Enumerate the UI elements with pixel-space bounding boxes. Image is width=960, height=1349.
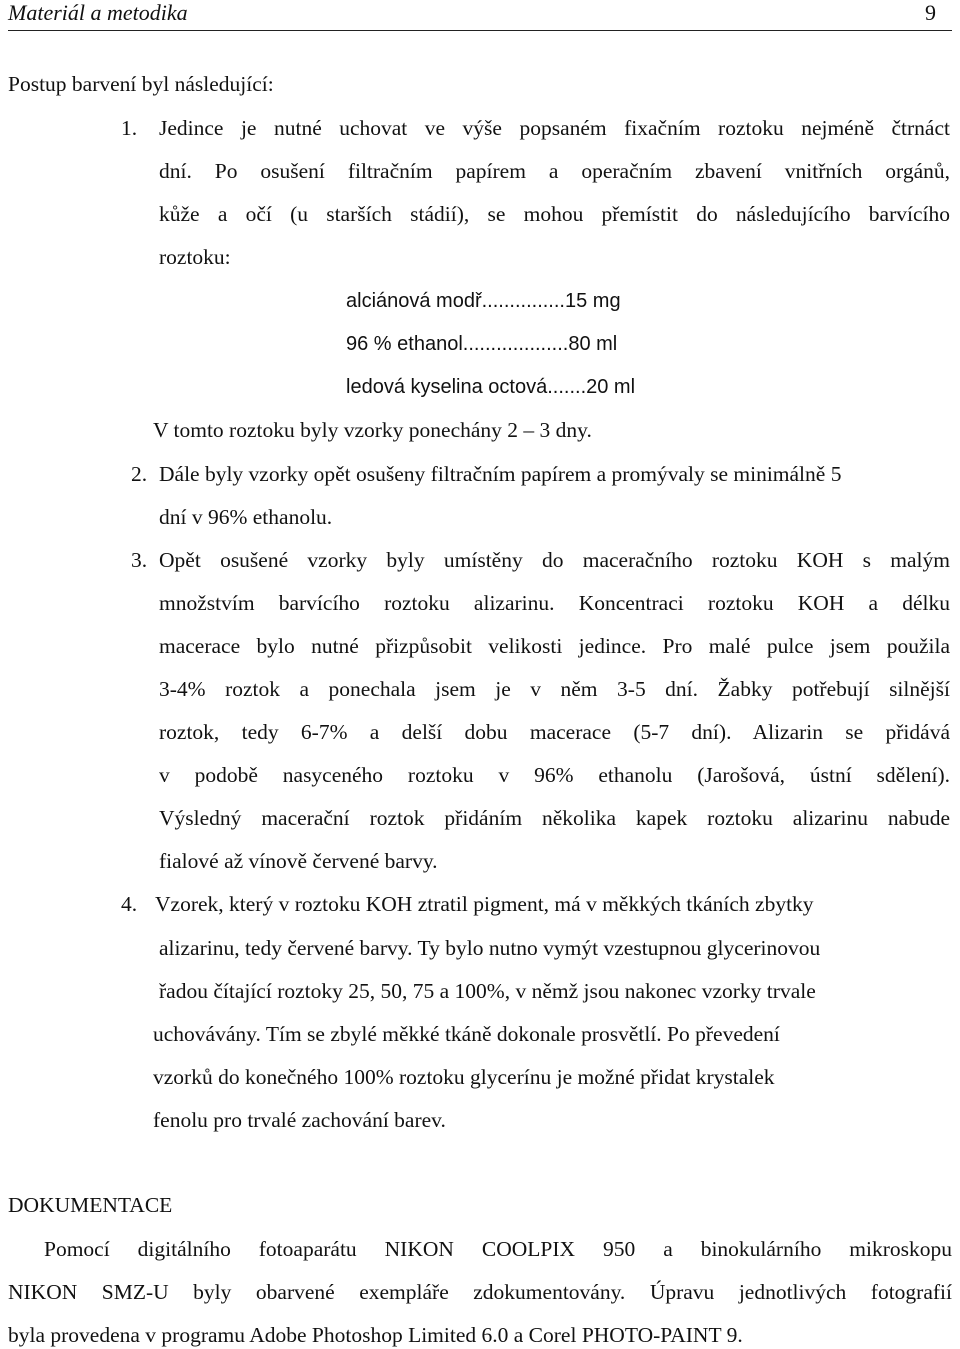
recipe-line-3: ledová kyselina octová.......20 ml — [346, 376, 636, 398]
step-4-line-5: vzorků do konečného 100% roztoku glycerínu je možné přidat krystalek — [153, 1065, 775, 1089]
intro-text: Postup barvení byl následující: — [8, 72, 274, 96]
step-1-line-2: dní. Po osušení filtračním papírem a operačním zbavení vnitřních orgánů, — [159, 159, 950, 183]
step-1-line-4: roztoku: — [159, 245, 231, 269]
step-3-line-6: v podobě nasyceného roztoku v 96% ethanolu (Jarošová, ústní sdělení). — [159, 763, 950, 787]
step-4-line-1: Vzorek, který v roztoku KOH ztratil pigment, má v měkkých tkáních zbytky — [155, 892, 814, 916]
step-3-line-5: roztok, tedy 6-7% a delší dobu macerace (5-7 dní). Alizarin se přidává — [159, 720, 950, 744]
step-3-line-4: 3-4% roztok a ponechala jsem je v něm 3-5 dní. Žabky potřebují silnější — [159, 677, 950, 701]
step-3-line-7: Výsledný macerační roztok přidáním několika kapek roztoku alizarinu nabude — [159, 806, 950, 830]
page-header — [8, 0, 952, 31]
page-number: 9 — [925, 0, 936, 25]
recipe-line-1: alciánová modř...............15 mg — [346, 290, 621, 312]
step-4-number: 4. — [121, 892, 138, 916]
step-3-line-8: fialové až vínově červené barvy. — [159, 849, 438, 873]
step-4-line-6: fenolu pro trvalé zachování barev. — [153, 1108, 446, 1132]
documentation-line-1: Pomocí digitálního fotoaparátu NIKON COOLPIX 950 a binokulárního mikroskopu — [44, 1237, 952, 1261]
step-1-line-3: kůže a očí (u starších stádií), se mohou přemístit do následujícího barvícího — [159, 202, 950, 226]
step-2-number: 2. — [131, 462, 148, 486]
step-1-line-1: Jedince je nutné uchovat ve výše popsaném fixačním roztoku nejméně čtrnáct — [159, 116, 950, 140]
recipe-note: V tomto roztoku byly vzorky ponechány 2 – 3 dny. — [153, 418, 592, 442]
step-2-line-2: dní v 96% ethanolu. — [159, 505, 333, 529]
documentation-line-3: byla provedena v programu Adobe Photoshop Limited 6.0 a Corel PHOTO-PAINT 9. — [8, 1323, 743, 1347]
documentation-line-2: NIKON SMZ-U byly obarvené exempláře zdokumentovány. Úpravu jednotlivých fotografií — [8, 1280, 952, 1304]
step-3-line-3: macerace bylo nutné přizpůsobit velikosti jedince. Pro malé pulce jsem použila — [159, 634, 950, 658]
step-3-number: 3. — [131, 548, 148, 572]
step-4-line-2: alizarinu, tedy červené barvy. Ty bylo nutno vymýt vzestupnou glycerinovou — [159, 936, 821, 960]
step-1-number: 1. — [121, 116, 138, 140]
step-3-line-1: Opět osušené vzorky byly umístěny do maceračního roztoku KOH s malým — [159, 548, 950, 572]
step-4-line-4: uchovávány. Tím se zbylé měkké tkáně dokonale prosvětlí. Po převedení — [153, 1022, 780, 1046]
step-3-line-2: množstvím barvícího roztoku alizarinu. Koncentraci roztoku KOH a délku — [159, 591, 950, 615]
step-4-line-3: řadou čítající roztoky 25, 50, 75 a 100%, v němž jsou nakonec vzorky trvale — [159, 979, 816, 1003]
documentation-heading: DOKUMENTACE — [8, 1193, 173, 1217]
header-title: Materiál a metodika — [8, 0, 188, 25]
recipe-line-2: 96 % ethanol...................80 ml — [346, 333, 618, 355]
step-2-line-1: Dále byly vzorky opět osušeny filtračním papírem a promývaly se minimálně 5 — [159, 462, 842, 486]
